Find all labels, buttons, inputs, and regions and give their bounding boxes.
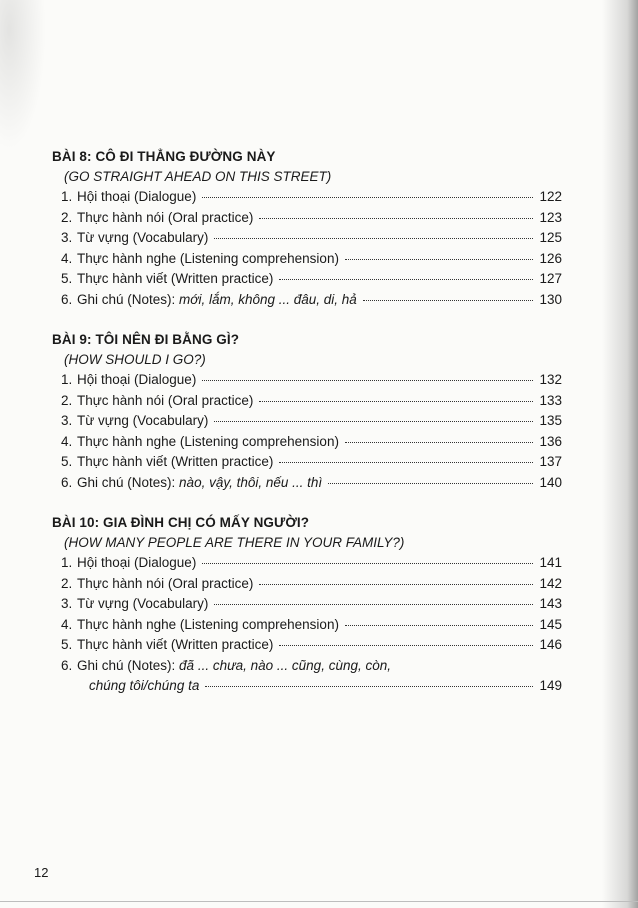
- entry-number: 5.: [61, 637, 73, 652]
- toc-entry[interactable]: [61, 370, 562, 391]
- entry-label-italic: chúng tôi/chúng ta: [89, 678, 200, 693]
- toc-entry[interactable]: [61, 269, 562, 290]
- entry-label: Từ vựng (Vocabulary): [77, 596, 209, 611]
- toc-entry[interactable]: [61, 473, 562, 494]
- dot-leader: [345, 624, 533, 626]
- toc-entry[interactable]: [61, 290, 562, 311]
- dot-leader: [345, 441, 533, 443]
- entry-page: 123: [539, 209, 562, 225]
- toc-entry[interactable]: [61, 452, 562, 473]
- dot-leader: [202, 379, 533, 381]
- dot-leader: [259, 217, 533, 219]
- entry-number: 1.: [61, 372, 73, 387]
- entry-number: 5.: [61, 454, 73, 469]
- toc-entry[interactable]: [61, 594, 562, 615]
- toc-entry-multiline-start[interactable]: [61, 656, 562, 677]
- table-of-contents: [52, 147, 562, 717]
- entry-page: 126: [539, 250, 562, 266]
- entry-number: 2.: [61, 392, 73, 408]
- page-edge: [0, 901, 638, 902]
- entry-label: Từ vựng (Vocabulary): [77, 230, 209, 245]
- toc-entry[interactable]: [61, 553, 562, 574]
- entry-label: Thực hành nói (Oral practice): [77, 392, 254, 408]
- entry-page: 137: [539, 454, 562, 469]
- entry-number: 3.: [61, 413, 73, 428]
- toc-entry[interactable]: [61, 187, 562, 208]
- entry-label: Thực hành nói (Oral practice): [77, 575, 254, 591]
- dot-leader: [214, 420, 533, 422]
- entry-page: 141: [539, 555, 562, 570]
- lesson-title: BÀI 10: GIA ĐÌNH CHỊ CÓ MẤY NGƯỜI?: [52, 515, 310, 530]
- dot-leader: [202, 196, 533, 198]
- page-number: 12: [34, 865, 49, 880]
- entry-label: Thực hành viết (Written practice): [77, 271, 274, 286]
- dot-leader: [345, 258, 533, 260]
- toc-entry[interactable]: [61, 391, 562, 412]
- entry-page: 149: [539, 678, 562, 693]
- entry-page: 125: [539, 230, 562, 245]
- entry-number: 4.: [61, 616, 73, 632]
- entry-page: 130: [539, 291, 562, 307]
- dot-leader: [363, 299, 533, 301]
- entry-label-italic: đã ... chưa, nào ... cũng, cùng, còn,: [179, 657, 391, 673]
- lesson-subtitle: (GO STRAIGHT AHEAD ON THIS STREET): [64, 169, 332, 184]
- lesson-title: BÀI 9: TÔI NÊN ĐI BẰNG GÌ?: [52, 332, 240, 347]
- entry-number: 4.: [61, 433, 73, 449]
- entry-label-text: Ghi chú (Notes):: [77, 291, 180, 307]
- toc-entry[interactable]: [61, 208, 562, 229]
- lesson-title: BÀI 8: CÔ ĐI THẲNG ĐƯỜNG NÀY: [52, 149, 276, 164]
- dot-leader: [259, 583, 533, 585]
- scan-shadow-left: [0, 0, 46, 150]
- toc-entry[interactable]: [61, 411, 562, 432]
- entry-page: 122: [539, 189, 562, 204]
- toc-entry[interactable]: [61, 228, 562, 249]
- entry-page: 127: [539, 271, 562, 286]
- entry-label: Thực hành viết (Written practice): [77, 454, 274, 469]
- dot-leader: [279, 278, 533, 280]
- dot-leader: [279, 644, 533, 646]
- entry-label: Hội thoại (Dialogue): [77, 189, 197, 204]
- entry-page: 146: [539, 637, 562, 652]
- toc-entry[interactable]: [61, 249, 562, 270]
- entry-label: Thực hành nói (Oral practice): [77, 209, 254, 225]
- entry-number: 3.: [61, 596, 73, 611]
- lesson-subtitle: (HOW SHOULD I GO?): [64, 352, 206, 367]
- entry-number: 1.: [61, 555, 73, 570]
- entry-label: [77, 473, 322, 494]
- entry-label: Hội thoại (Dialogue): [77, 372, 197, 387]
- entry-number: 1.: [61, 189, 73, 204]
- entry-number: 2.: [61, 575, 73, 591]
- entry-label: Thực hành nghe (Listening comprehension): [77, 616, 339, 632]
- toc-entry-multiline-end[interactable]: [61, 676, 562, 697]
- dot-leader: [214, 237, 533, 239]
- entry-label: Thực hành nghe (Listening comprehension): [77, 433, 339, 449]
- entry-label: Thực hành nghe (Listening comprehension): [77, 250, 339, 266]
- lesson-8: [52, 147, 562, 310]
- entry-page: 142: [539, 575, 562, 591]
- toc-entry[interactable]: [61, 432, 562, 453]
- entry-page: 133: [539, 392, 562, 408]
- scan-shadow-right: [602, 0, 638, 908]
- entry-number: 6.: [61, 474, 73, 490]
- lesson-9: [52, 330, 562, 493]
- dot-leader: [259, 400, 533, 402]
- entry-page: 145: [539, 616, 562, 632]
- toc-entry[interactable]: [61, 615, 562, 636]
- entry-number: 3.: [61, 230, 73, 245]
- entry-label: [77, 656, 391, 677]
- entry-number: 4.: [61, 250, 73, 266]
- entry-page: 136: [539, 433, 562, 449]
- toc-entry[interactable]: [61, 635, 562, 656]
- entry-number: 6.: [61, 291, 73, 307]
- dot-leader: [279, 461, 533, 463]
- entry-label: [77, 290, 357, 311]
- entry-label-text: Ghi chú (Notes):: [77, 657, 180, 673]
- entry-page: 132: [539, 372, 562, 387]
- dot-leader: [328, 482, 533, 484]
- entry-number: 5.: [61, 271, 73, 286]
- dot-leader: [202, 562, 533, 564]
- dot-leader: [214, 603, 533, 605]
- entry-page: 140: [539, 474, 562, 490]
- entry-page: 143: [539, 596, 562, 611]
- entry-page: 135: [539, 413, 562, 428]
- entry-label: Thực hành viết (Written practice): [77, 637, 274, 652]
- entry-label: Hội thoại (Dialogue): [77, 555, 197, 570]
- dot-leader: [205, 685, 533, 687]
- lesson-subtitle: (HOW MANY PEOPLE ARE THERE IN YOUR FAMILY?): [64, 535, 405, 550]
- entry-label-italic: mới, lắm, không ... đâu, di, hả: [179, 291, 357, 307]
- entry-label: Từ vựng (Vocabulary): [77, 413, 209, 428]
- entry-number: 6.: [61, 657, 73, 673]
- toc-entry[interactable]: [61, 574, 562, 595]
- entry-label: [77, 676, 199, 697]
- lesson-10: [52, 513, 562, 697]
- entry-label-italic: nào, vậy, thôi, nếu ... thì: [179, 474, 323, 490]
- entry-label-text: Ghi chú (Notes):: [77, 474, 180, 490]
- entry-number: 2.: [61, 209, 73, 225]
